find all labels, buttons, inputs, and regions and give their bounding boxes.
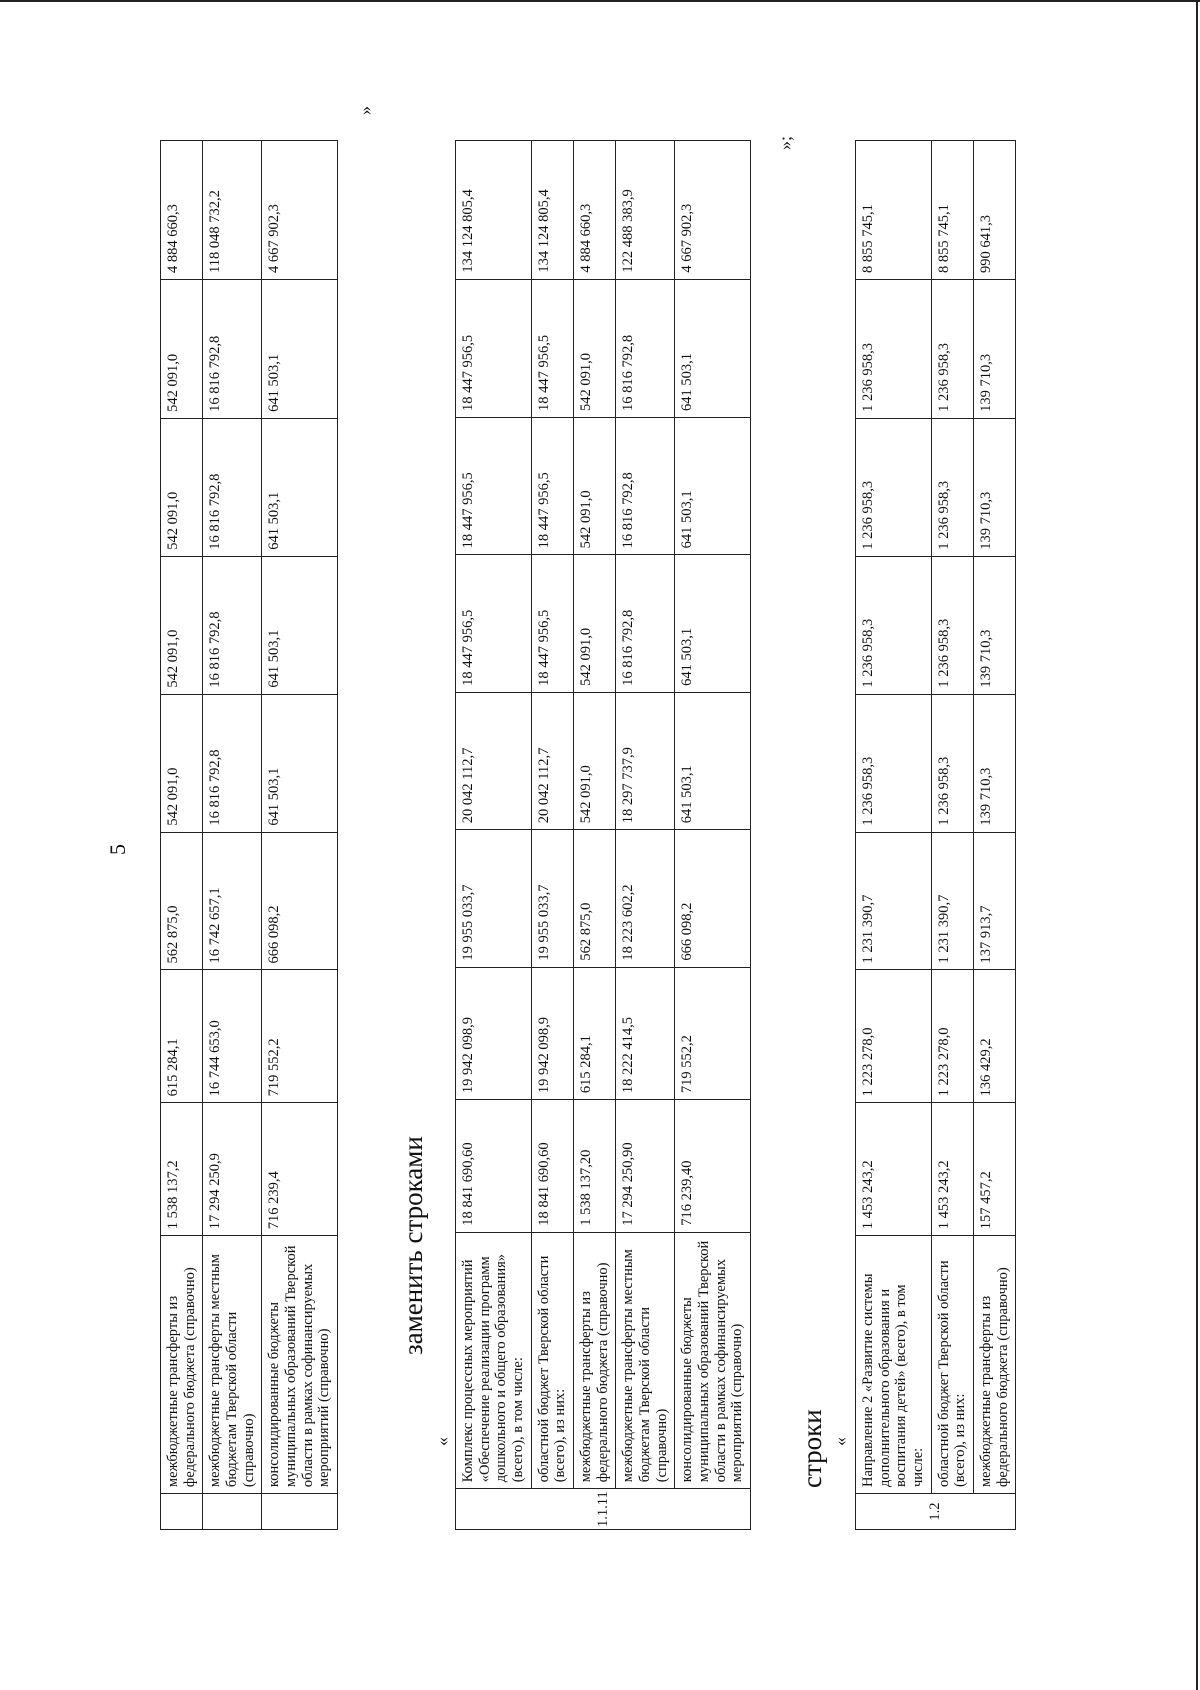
value-cell: 19 955 033,7 — [531, 830, 573, 967]
value-cell: 562 875,0 — [574, 830, 616, 967]
value-cell: 16 816 792,8 — [616, 555, 675, 692]
value-cell: 16 816 792,8 — [203, 556, 262, 694]
value-cell: 542 091,0 — [574, 417, 616, 554]
row-label: областной бюджет Тверской области (всего), из них: — [931, 1236, 973, 1494]
table-row — [931, 141, 973, 1530]
table-row — [856, 141, 932, 1530]
value-cell: 139 710,3 — [974, 556, 1016, 694]
value-cell: 118 048 732,2 — [203, 141, 262, 280]
value-cell: 139 710,3 — [974, 280, 1016, 419]
value-cell: 562 875,0 — [161, 832, 203, 970]
value-cell: 542 091,0 — [161, 279, 203, 418]
value-cell: 16 816 792,8 — [616, 279, 675, 417]
table-row — [262, 141, 338, 1530]
value-cell: 542 091,0 — [161, 694, 203, 832]
value-cell: 18 447 956,5 — [531, 555, 573, 692]
value-cell: 19 942 098,9 — [531, 967, 573, 1099]
value-cell: 19 942 098,9 — [456, 967, 532, 1099]
page-number: 5 — [105, 844, 130, 855]
value-cell: 20 042 112,7 — [456, 692, 532, 829]
table-row — [203, 141, 262, 1530]
value-cell: 1 236 958,3 — [931, 280, 973, 419]
table2-close-quote: »; — [775, 135, 795, 150]
value-cell: 18 222 414,5 — [616, 967, 675, 1099]
value-cell: 18 447 956,5 — [531, 279, 573, 417]
value-cell: 8 855 745,1 — [931, 141, 973, 280]
value-cell: 641 503,1 — [262, 694, 338, 832]
value-cell: 542 091,0 — [161, 556, 203, 694]
value-cell: 18 447 956,5 — [456, 417, 532, 554]
value-cell: 1 538 137,2 — [161, 1103, 203, 1236]
value-cell: 641 503,1 — [675, 279, 751, 417]
value-cell: 716 239,4 — [262, 1103, 338, 1236]
table-row — [974, 141, 1016, 1530]
value-cell: 719 552,2 — [675, 967, 751, 1099]
row-code — [262, 1494, 338, 1530]
value-cell: 4 667 902,3 — [262, 141, 338, 280]
value-cell: 16 744 653,0 — [203, 970, 262, 1103]
table2-body — [456, 141, 751, 1530]
value-cell: 136 429,2 — [974, 970, 1016, 1103]
value-cell: 615 284,1 — [161, 970, 203, 1103]
row-label: межбюджетные трансферты из федерального бюджета (справочно) — [574, 1232, 616, 1489]
value-cell: 139 710,3 — [974, 418, 1016, 556]
value-cell: 615 284,1 — [574, 967, 616, 1099]
value-cell: 719 552,2 — [262, 970, 338, 1103]
value-cell: 16 742 657,1 — [203, 832, 262, 970]
heading-replace-with-rows: заменить строками — [398, 1136, 428, 1355]
value-cell: 16 816 792,8 — [203, 418, 262, 556]
row-label: консолидированные бюджеты муниципальных образований Тверской области в рамках софинансируемых мероприятий (справочно) — [675, 1232, 751, 1489]
value-cell: 666 098,2 — [262, 832, 338, 970]
row-label: межбюджетные трансферты местным бюджетам Тверской области (справочно) — [203, 1236, 262, 1494]
value-cell: 16 816 792,8 — [203, 279, 262, 418]
value-cell: 4 884 660,3 — [161, 141, 203, 280]
value-cell: 641 503,1 — [262, 556, 338, 694]
value-cell: 20 042 112,7 — [531, 692, 573, 829]
value-cell: 1 236 958,3 — [856, 280, 932, 419]
value-cell: 1 231 390,7 — [931, 832, 973, 970]
table1-body — [161, 141, 338, 1530]
value-cell: 641 503,1 — [675, 417, 751, 554]
table-row — [161, 141, 203, 1530]
value-cell: 1 236 958,3 — [856, 694, 932, 832]
value-cell: 19 955 033,7 — [456, 830, 532, 967]
value-cell: 666 098,2 — [675, 830, 751, 967]
value-cell: 134 124 805,4 — [456, 141, 532, 280]
value-cell: 134 124 805,4 — [531, 141, 573, 280]
table-row — [456, 141, 532, 1530]
value-cell: 17 294 250,90 — [616, 1100, 675, 1233]
value-cell: 641 503,1 — [262, 418, 338, 556]
value-cell: 17 294 250,9 — [203, 1103, 262, 1236]
row-label: межбюджетные трансферты из федерального бюджета (справочно) — [161, 1236, 203, 1494]
heading-rows: строки — [797, 1409, 827, 1488]
row-label: консолидированные бюджеты муниципальных образований Тверской области в рамках софинансируемых мероприятий (справочно) — [262, 1236, 338, 1494]
value-cell: 1 453 243,2 — [931, 1103, 973, 1236]
value-cell: 18 841 690,60 — [531, 1100, 573, 1233]
value-cell: 8 855 745,1 — [856, 141, 932, 280]
value-cell: 157 457,2 — [974, 1103, 1016, 1236]
value-cell: 1 236 958,3 — [931, 556, 973, 694]
table3-body — [856, 141, 1016, 1530]
value-cell: 641 503,1 — [675, 692, 751, 829]
table-replacement — [455, 140, 751, 1530]
value-cell: 1 223 278,0 — [931, 970, 973, 1103]
table-row — [574, 141, 616, 1530]
value-cell: 641 503,1 — [262, 279, 338, 418]
row-label: межбюджетные трансферты из федерального бюджета (справочно) — [974, 1236, 1016, 1494]
value-cell: 137 913,7 — [974, 832, 1016, 970]
table-row — [531, 141, 573, 1530]
row-label: областной бюджет Тверской области (всего), из них: — [531, 1232, 573, 1489]
value-cell: 18 447 956,5 — [456, 555, 532, 692]
open-quote-2: « — [830, 1437, 850, 1446]
value-cell: 18 447 956,5 — [531, 417, 573, 554]
value-cell: 1 538 137,20 — [574, 1100, 616, 1233]
value-cell: 1 236 958,3 — [856, 418, 932, 556]
value-cell: 1 223 278,0 — [856, 970, 932, 1103]
table-continued — [160, 140, 338, 1530]
value-cell: 139 710,3 — [974, 694, 1016, 832]
table-rows — [855, 140, 1016, 1530]
value-cell: 990 641,3 — [974, 141, 1016, 280]
row-label: Направление 2 «Развитие системы дополнительного образования и воспитания детей» (всего), в том числе: — [856, 1236, 932, 1494]
row-code: 1.2 — [856, 1494, 1016, 1530]
row-code — [161, 1494, 203, 1530]
value-cell: 1 236 958,3 — [856, 556, 932, 694]
row-label: Комплекс процессных мероприятий «Обеспечение реализации программ дошкольного и общего образования» (всего), в том числе: — [456, 1232, 532, 1489]
value-cell: 1 236 958,3 — [931, 418, 973, 556]
value-cell: 18 841 690,60 — [456, 1100, 532, 1233]
row-label: межбюджетные трансферты местным бюджетам Тверской области (справочно) — [616, 1232, 675, 1489]
value-cell: 716 239,40 — [675, 1100, 751, 1233]
value-cell: 4 884 660,3 — [574, 141, 616, 280]
value-cell: 122 488 383,9 — [616, 141, 675, 280]
value-cell: 542 091,0 — [574, 555, 616, 692]
value-cell: 641 503,1 — [675, 555, 751, 692]
value-cell: 1 453 243,2 — [856, 1103, 932, 1236]
row-code: 1.1.11 — [456, 1489, 751, 1530]
value-cell: 1 236 958,3 — [931, 694, 973, 832]
table-row — [675, 141, 751, 1530]
value-cell: 542 091,0 — [574, 692, 616, 829]
value-cell: 16 816 792,8 — [616, 417, 675, 554]
value-cell: 18 297 737,9 — [616, 692, 675, 829]
value-cell: 18 223 602,2 — [616, 830, 675, 967]
value-cell: 16 816 792,8 — [203, 694, 262, 832]
value-cell: 1 231 390,7 — [856, 832, 932, 970]
value-cell: 18 447 956,5 — [456, 279, 532, 417]
table1-close-quote: » — [355, 106, 375, 115]
open-quote-1: « — [432, 1437, 452, 1446]
row-code — [203, 1494, 262, 1530]
value-cell: 542 091,0 — [161, 418, 203, 556]
value-cell: 4 667 902,3 — [675, 141, 751, 280]
value-cell: 542 091,0 — [574, 279, 616, 417]
table-row — [616, 141, 675, 1530]
